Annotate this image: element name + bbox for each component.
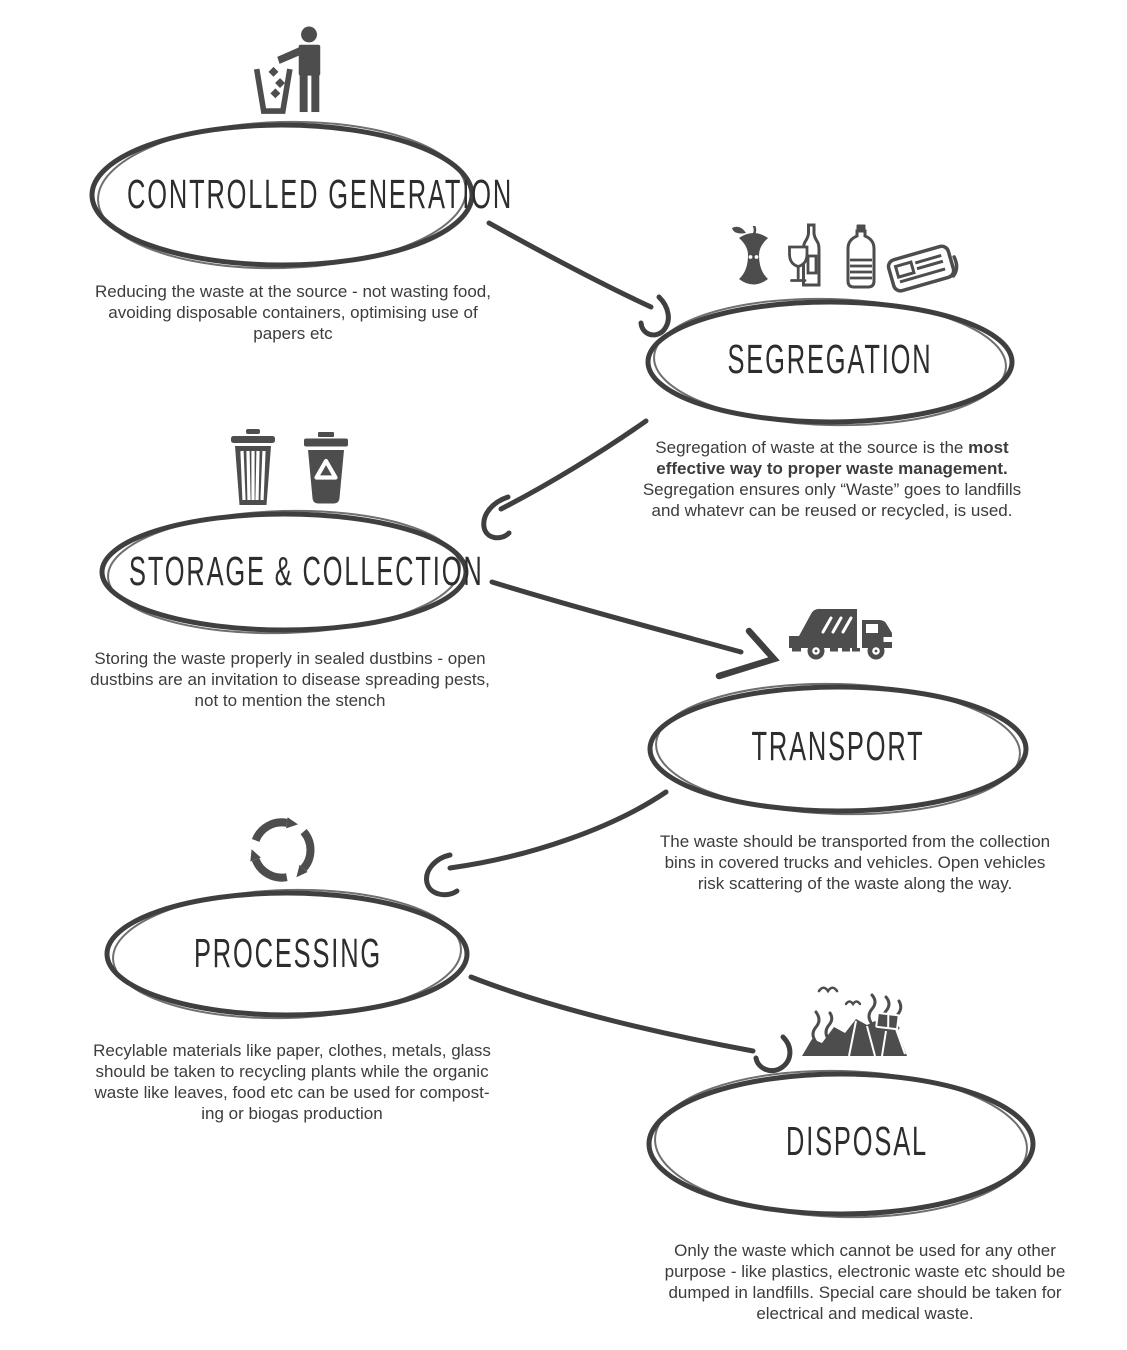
stage-label-controlled-generation: CONTROLLED GENERATION: [127, 171, 514, 217]
landfill-icon: [799, 982, 911, 1058]
stage-label-storage-collection: STORAGE & COLLECTION: [129, 548, 484, 594]
trash-can-icon: [227, 429, 279, 505]
stage-label-segregation: SEGREGATION: [727, 336, 933, 382]
stage-desc-segregation: [572, 437, 1092, 521]
stage-desc-disposal: Only the waste which cannot be used for any other purpose - like plastics, electronic waste etc should be dumped in landfills. Special care should be taken for electrical and medical waste.: [664, 1241, 1066, 1323]
stage-desc-processing: Recylable materials like paper, clothes, metals, glass should be taken to recycling plants while the organic waste like leaves, food etc can be used for compost- ing or biogas production: [93, 1041, 491, 1123]
stage-desc-transport: The waste should be transported from the collection bins in covered trucks and vehicles. Open vehicles risk scattering of the waste along the way.: [659, 832, 1051, 893]
stage-label-transport: TRANSPORT: [751, 723, 925, 769]
bird-icon: [819, 988, 837, 991]
stage-label-disposal: DISPOSAL: [785, 1118, 929, 1164]
stage-desc-controlled-generation: Reducing the waste at the source - not wasting food, avoiding disposable containers, optimising use of papers etc: [95, 282, 491, 343]
newspaper-icon: [884, 240, 962, 296]
wine-bottle-icon: [788, 223, 826, 291]
desc-text: Segregation of waste at the source is the: [655, 438, 969, 457]
stage-label-processing: PROCESSING: [193, 930, 383, 976]
apple-core-icon: [731, 226, 776, 292]
stage-desc-storage-collection: Storing the waste properly in sealed dustbins - open dustbins are an invitation to disease spreading pests, not to mention the stench: [90, 649, 490, 710]
desc-text: Segregation ensures only “Waste” goes to landfills and whatevr can be reused or recycled, is used.: [642, 480, 1022, 520]
recycle-symbol-icon: [242, 806, 322, 890]
garbage-truck-icon: [786, 603, 912, 661]
plastic-bottle-icon: [845, 224, 877, 290]
desc-text-bold: most effective way to proper waste management.: [656, 438, 1009, 478]
bird-icon: [846, 1002, 860, 1005]
recycle-bin-icon: [301, 432, 351, 504]
litter-person-icon: [252, 25, 338, 114]
